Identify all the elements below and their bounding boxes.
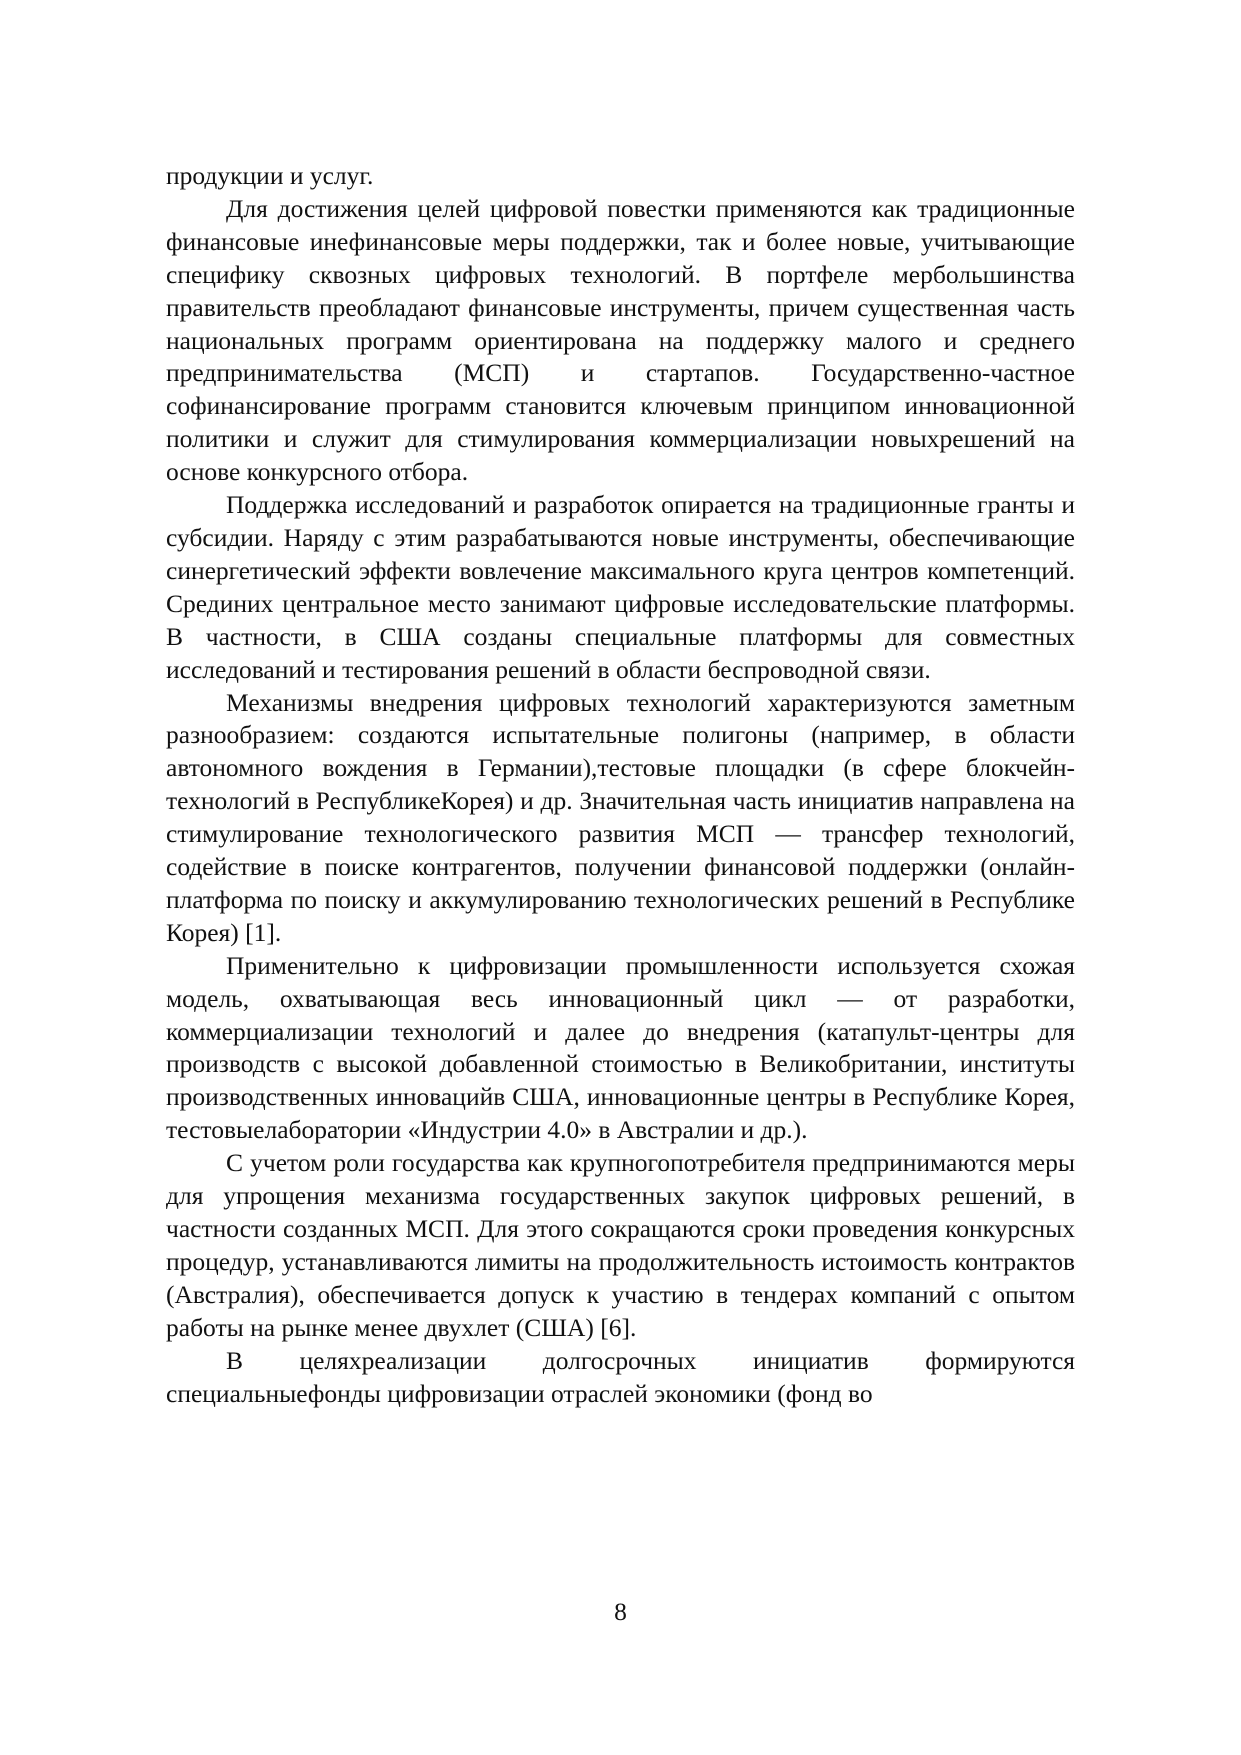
paragraph-public-procurement: С учетом роли государства как крупногопотребителя предпринимаются меры для упрощения механизма государственных закупок цифровых решений, в частности созданных МСП. Для этого сокращаются сроки проведения конкурсных процедур, устанавливаются лимиты на продолжительность истоимость контрактов (Австралия), обеспечивается допуск к участию в тендерах компаний с опытом работы на рынке менее двухлет (США) [6]. bbox=[166, 1148, 1075, 1342]
paragraph-special-funds: В целяхреализации долгосрочных инициатив формируются специальныефонды цифровизации отраслей экономики (фонд во bbox=[166, 1345, 1075, 1408]
paragraph-continuation: продукции и услуг. bbox=[166, 161, 374, 190]
paragraph-research-support: Поддержка исследований и разработок опирается на традиционные гранты и субсидии. Наряду с этим разрабатываются новые инструменты, обеспечивающие синергетический эффекти вовлечение максимального круга центров компетенций. Срединих центральное место занимают цифровые исследовательские платформы. В частности, в США созданы специальные платформы для совместных исследований и тестирования решений в области беспроводной связи. bbox=[166, 490, 1075, 684]
page-number: 8 bbox=[614, 1597, 627, 1626]
body-text bbox=[166, 160, 1075, 1410]
paragraph-digital-agenda-support: Для достижения целей цифровой повестки применяются как традиционные финансовые инефинансовые меры поддержки, так и более новые, учитывающие специфику сквозных цифровых технологий. В портфеле мербольшинства правительств преобладают финансовые инструменты, причем существенная часть национальных программ ориентирована на поддержку малого и среднего предпринимательства (МСП) и стартапов. Государственно-частное софинансирование программ становится ключевым принципом инновационной политики и служит для стимулирования коммерциализации новыхрешений на основе конкурсного отбора. bbox=[166, 193, 1075, 487]
paragraph-implementation-mechanisms: Механизмы внедрения цифровых технологий характеризуются заметным разнообразием: создаются испытательные полигоны (например, в области автономного вождения в Германии),тестовые площадки (в сфере блокчейн-технологий в РеспубликеКорея) и др. Значительная часть инициатив направлена на стимулирование технологического развития МСП — трансфер технологий, содействие в поиске контрагентов, получении финансовой поддержки (онлайн-платформа по поиску и аккумулированию технологических решений в Республике Корея) [1]. bbox=[166, 687, 1075, 947]
paragraph-industry-digitalization: Применительно к цифровизации промышленности используется схожая модель, охватывающая весь инновационный цикл — от разработки, коммерциализации технологий и далее до внедрения (катапульт-центры для производств с высокой добавленной стоимостью в Великобритании, институты производственных инновацийв США, инновационные центры в Республике Корея, тестовыелаборатории «Индустрии 4.0» в Австралии и др.). bbox=[166, 950, 1075, 1145]
